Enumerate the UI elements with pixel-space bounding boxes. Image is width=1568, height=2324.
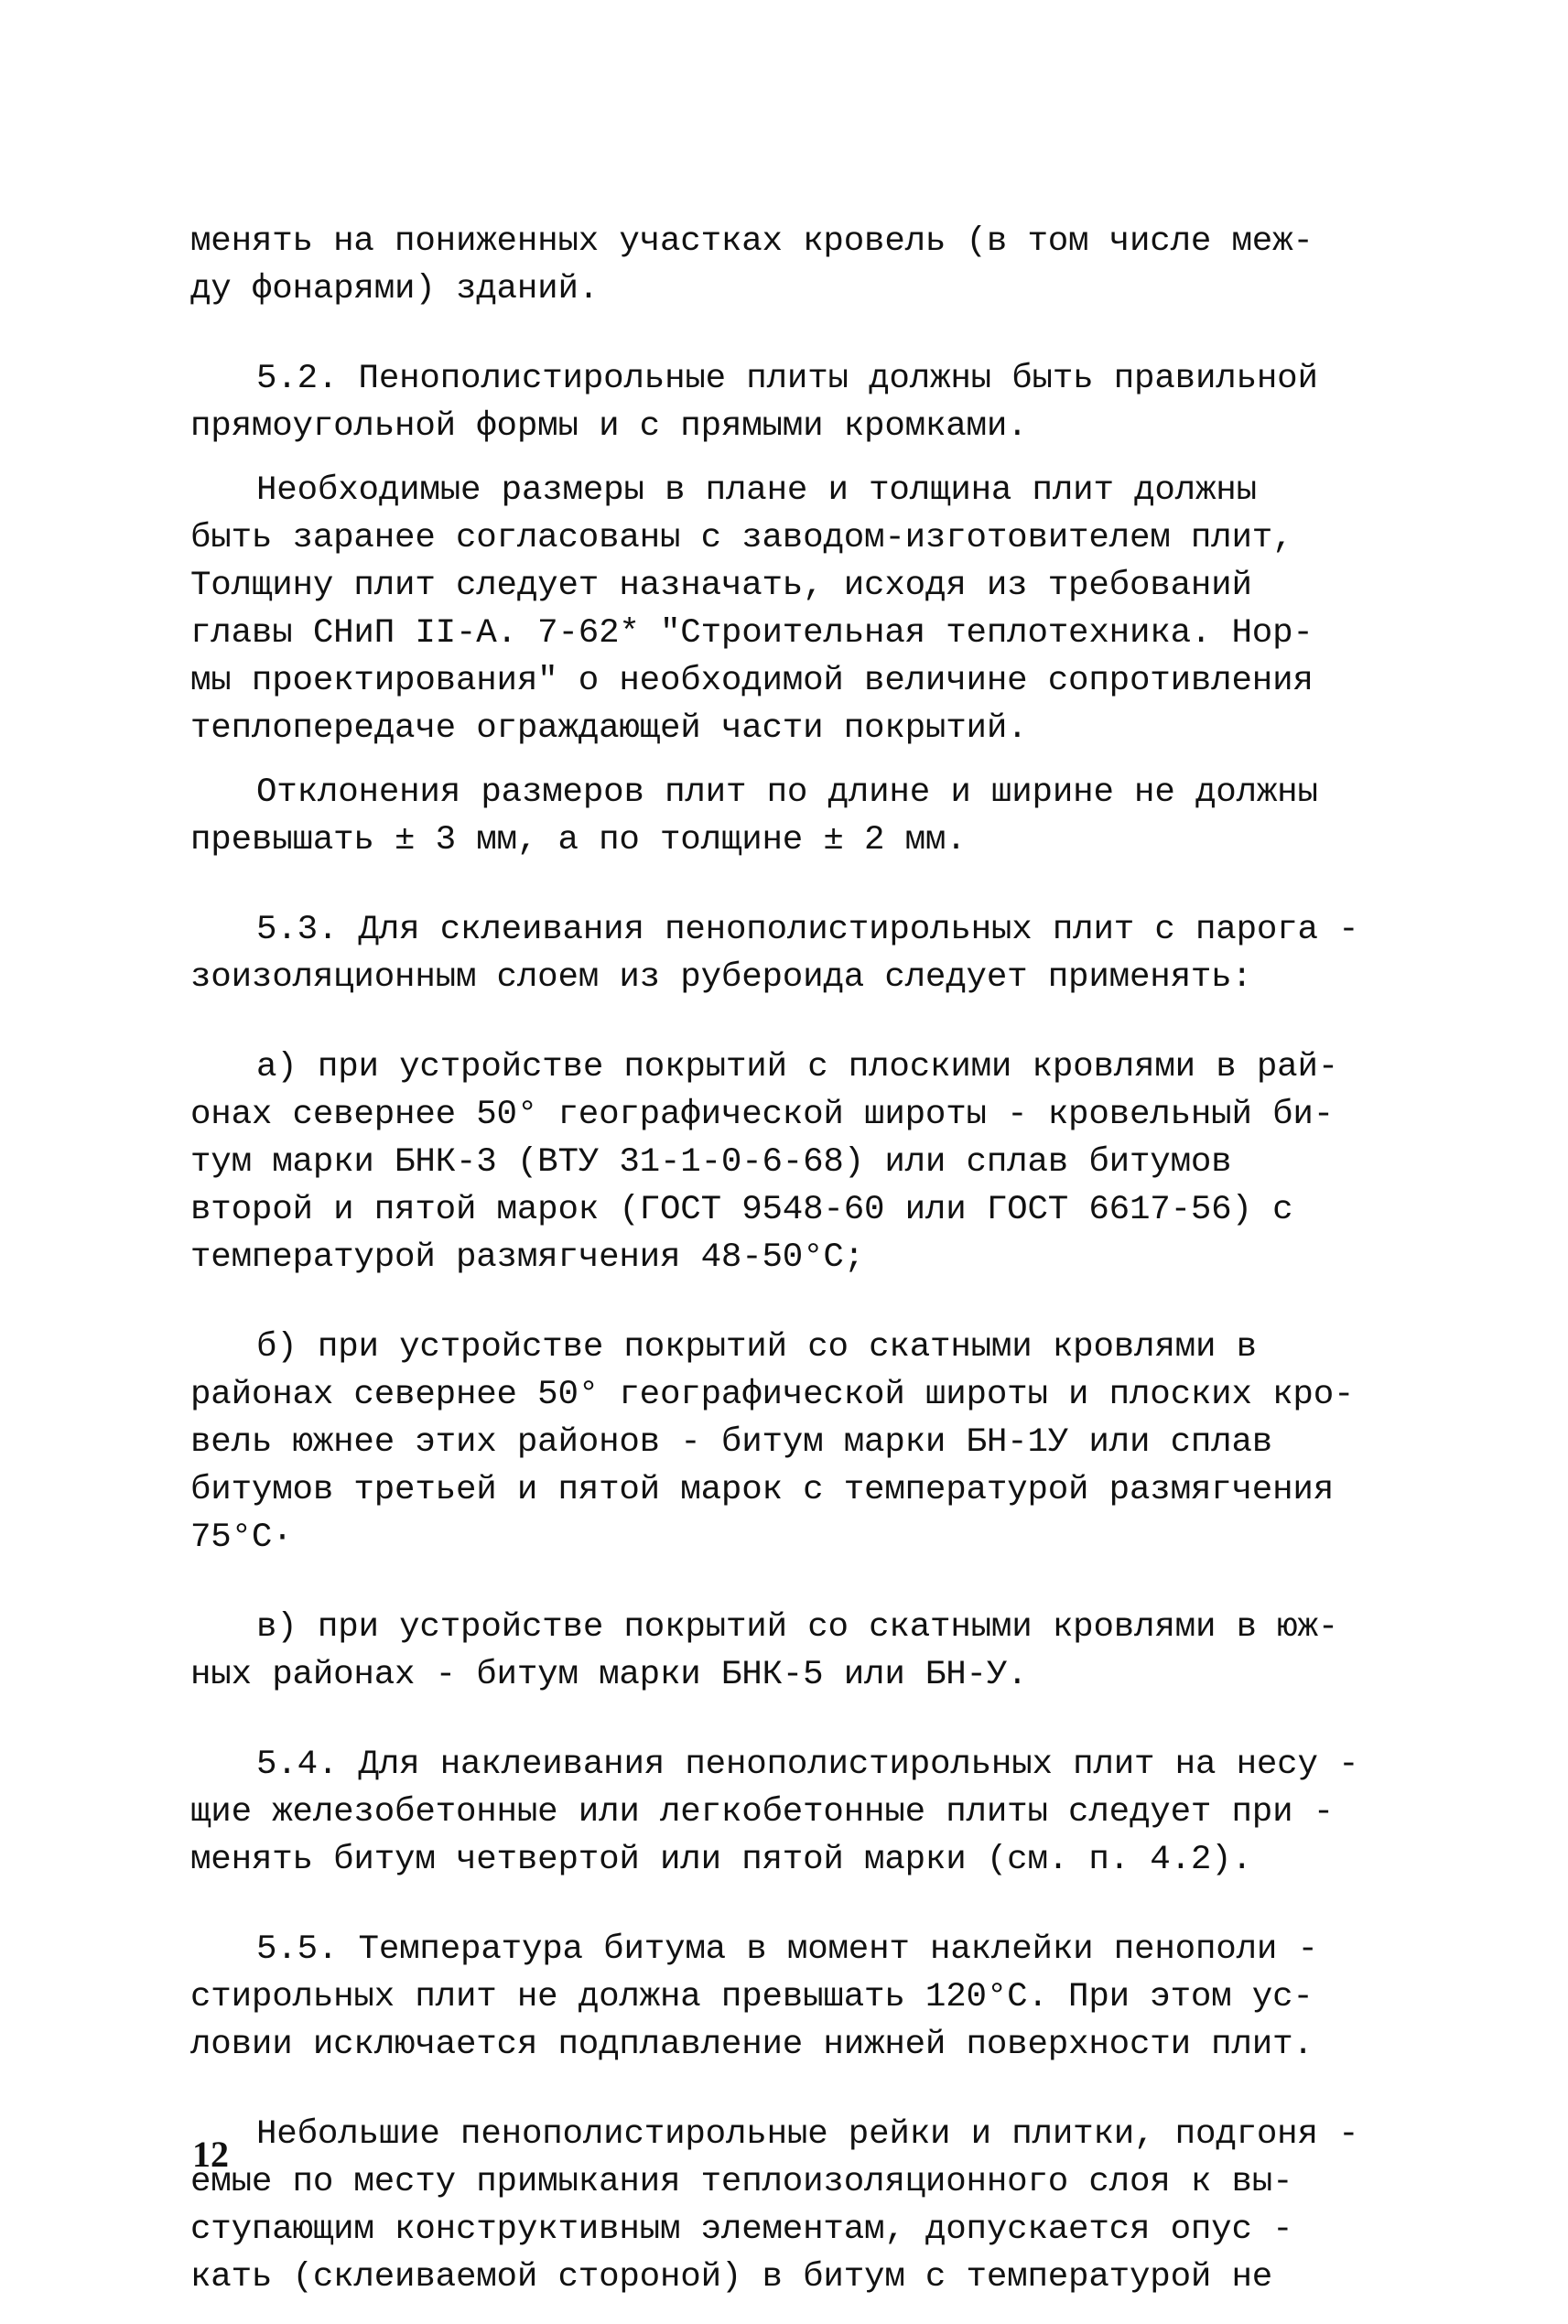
text-line: ных районах - битум марки БНК-5 или БН-У. (190, 1656, 1028, 1694)
item-b-paragraph (190, 1324, 1408, 1562)
text-line: битумов третьей и пятой марок с температурой размягчения (190, 1471, 1335, 1509)
text-line: Небольшие пенополистирольные рейки и плитки, подгоня - (256, 2115, 1359, 2154)
text-line: районах севернее 50° географической широты и плоских кро- (190, 1376, 1355, 1414)
section-5-4-paragraph (190, 1741, 1408, 1884)
text-line: ловии исключается подплавление нижней поверхности плит. (190, 2026, 1314, 2064)
text-line: Отклонения размеров плит по длине и ширине не должны (256, 773, 1318, 812)
text-line: второй и пятой марок (ГОСТ 9548-60 или ГОСТ 6617-56) с (190, 1191, 1293, 1229)
item-a-paragraph (190, 1043, 1408, 1281)
text-line: 5.5. Температура битума в момент наклейки пенополи - (256, 1930, 1318, 1969)
text-line: стирольных плит не должна превышать 120°С. При этом ус- (190, 1978, 1314, 2016)
text-line: превышать ± 3 мм, а по толщине ± 2 мм. (190, 821, 967, 859)
section-5-2-paragraph (190, 355, 1408, 450)
text-line: вель южнее этих районов - битум марки БН-1У или сплав (190, 1423, 1273, 1462)
section-5-2-sizes-paragraph (190, 467, 1408, 752)
text-line: в) при устройстве покрытий со скатными кровлями в юж- (256, 1608, 1339, 1647)
text-line: мы проектирования" о необходимой величине сопротивления (190, 662, 1314, 700)
text-line: а) при устройстве покрытий с плоскими кровлями в рай- (256, 1048, 1339, 1086)
text-line: менять битум четвертой или пятой марки (см. п. 4.2). (190, 1841, 1252, 1879)
text-line: 5.3. Для склеивания пенополистирольных плит с парога - (256, 911, 1359, 949)
text-line: кать (склеиваемой стороной) в битум с температурой не (190, 2258, 1273, 2297)
text-line: емые по месту примыкания теплоизоляционного слоя к вы- (190, 2163, 1293, 2201)
section-5-2-tolerances-paragraph (190, 769, 1408, 864)
text-column (190, 218, 1408, 2301)
intro-paragraph (190, 218, 1408, 313)
text-line: главы СНиП II-А. 7-62* "Строительная теплотехника. Нор- (190, 614, 1314, 653)
section-5-5-paragraph (190, 1926, 1408, 2069)
text-line: Необходимые размеры в плане и толщина плит должны (256, 471, 1257, 510)
page-number: 12 (192, 2134, 229, 2175)
section-5-3-paragraph (190, 906, 1408, 1001)
text-line: онах севернее 50° географической широты - кровельный би- (190, 1096, 1335, 1134)
item-v-paragraph (190, 1604, 1408, 1699)
text-line: 5.4. Для наклеивания пенополистирольных плит на несу - (256, 1746, 1359, 1784)
text-line: 75°С· (190, 1519, 293, 1557)
text-line: быть заранее согласованы с заводом-изготовителем плит, (190, 519, 1293, 557)
text-line: щие железобетонные или легкобетонные плиты следует при - (190, 1793, 1335, 1832)
text-line: 5.2. Пенополистирольные плиты должны быть правильной (256, 360, 1318, 398)
text-line: температурой размягчения 48-50°С; (190, 1238, 865, 1277)
text-line: тум марки БНК-3 (ВТУ 31-1-0-6-68) или сплав битумов (190, 1143, 1232, 1182)
text-line: зоизоляционным слоем из рубероида следует применять: (190, 958, 1252, 997)
text-line: теплопередаче ограждающей части покрытий. (190, 709, 1028, 748)
text-line: прямоугольной формы и с прямыми кромками. (190, 407, 1028, 446)
text-line: ступающим конструктивным элементам, допускается опус - (190, 2211, 1293, 2249)
text-line: менять на пониженных участках кровель (в том числе меж- (190, 222, 1314, 261)
small-pieces-paragraph (190, 2111, 1408, 2301)
text-line: б) при устройстве покрытий со скатными кровлями в (256, 1328, 1257, 1367)
text-line: Толщину плит следует назначать, исходя из требований (190, 567, 1252, 605)
text-line: ду фонарями) зданий. (190, 270, 600, 308)
